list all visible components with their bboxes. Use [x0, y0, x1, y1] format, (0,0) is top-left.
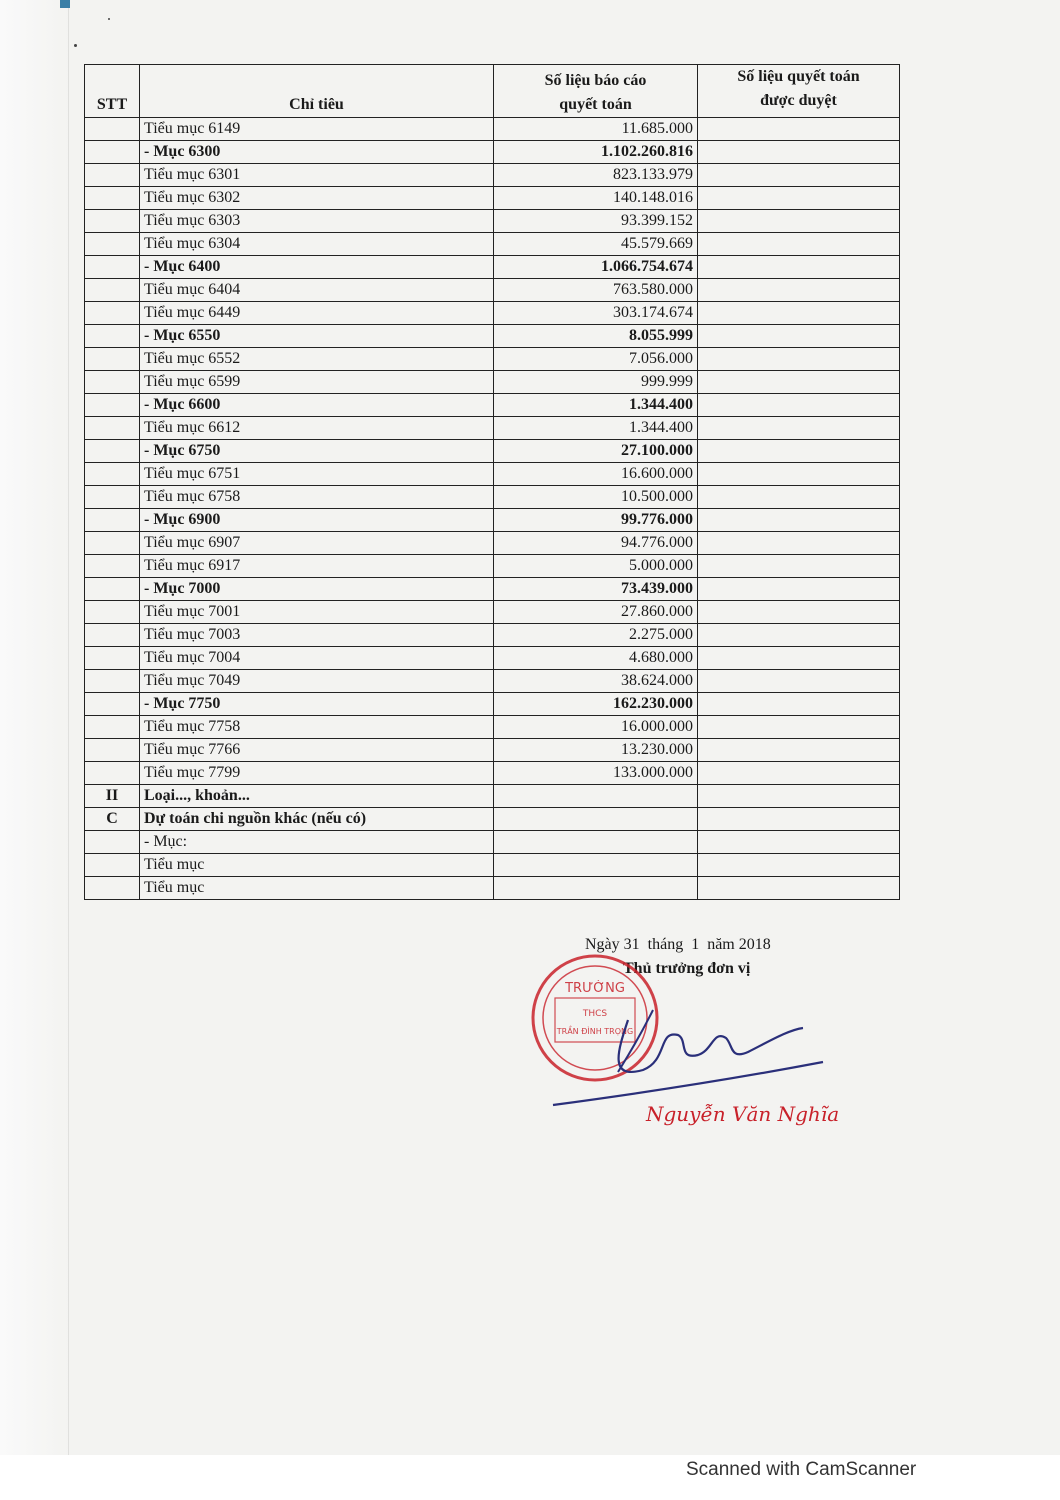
handwritten-signature	[548, 1000, 838, 1110]
approved-value-cell	[698, 279, 900, 302]
muc-row	[85, 509, 900, 532]
reported-value-cell: 4.680.000	[494, 647, 698, 670]
stt-cell	[85, 164, 140, 187]
stt-cell	[85, 532, 140, 555]
reported-value-cell: 27.100.000	[494, 440, 698, 463]
stt-cell	[85, 256, 140, 279]
stt-cell: II	[85, 785, 140, 808]
stt-cell	[85, 509, 140, 532]
stt-cell	[85, 302, 140, 325]
stt-cell	[85, 187, 140, 210]
approved-value-cell	[698, 670, 900, 693]
table-row	[85, 670, 900, 693]
muc-row	[85, 141, 900, 164]
item-name-cell: Loại..., khoản...	[140, 785, 494, 808]
reported-value-cell: 8.055.999	[494, 325, 698, 348]
stt-cell	[85, 417, 140, 440]
muc-row	[85, 578, 900, 601]
reported-value-cell: 303.174.674	[494, 302, 698, 325]
stt-cell	[85, 647, 140, 670]
scanner-watermark: Scanned with CamScanner	[686, 1459, 917, 1480]
approved-value-cell	[698, 601, 900, 624]
reported-value-cell: 16.600.000	[494, 463, 698, 486]
approved-value-cell	[698, 716, 900, 739]
item-name-cell: Dự toán chi nguồn khác (nếu có)	[140, 808, 494, 831]
scan-speck	[108, 18, 110, 20]
approved-value-cell	[698, 693, 900, 716]
stt-cell	[85, 739, 140, 762]
signature-title: Thủ trưởng đơn vị	[623, 960, 751, 977]
stt-cell	[85, 486, 140, 509]
item-name-cell: Tiểu mục 6552	[140, 348, 494, 371]
approved-value-cell	[698, 440, 900, 463]
reported-value-cell	[494, 808, 698, 831]
stt-cell	[85, 693, 140, 716]
stt-cell	[85, 578, 140, 601]
stt-cell	[85, 279, 140, 302]
reported-value-cell: 133.000.000	[494, 762, 698, 785]
reported-value-cell: 16.000.000	[494, 716, 698, 739]
approved-value-cell	[698, 417, 900, 440]
scan-left-margin	[0, 0, 70, 1500]
item-name-cell: Tiểu mục 6758	[140, 486, 494, 509]
approved-value-cell	[698, 509, 900, 532]
approved-value-cell	[698, 624, 900, 647]
reported-value-cell	[494, 831, 698, 854]
table-row	[85, 463, 900, 486]
item-name-cell: - Mục 6900	[140, 509, 494, 532]
reported-value-cell: 140.148.016	[494, 187, 698, 210]
approved-value-cell	[698, 394, 900, 417]
muc-row	[85, 256, 900, 279]
table-row	[85, 601, 900, 624]
table-row	[85, 532, 900, 555]
muc-row	[85, 394, 900, 417]
stt-cell	[85, 854, 140, 877]
stt-cell	[85, 210, 140, 233]
table-row	[85, 555, 900, 578]
table-row	[85, 831, 900, 854]
item-name-cell: - Mục 6600	[140, 394, 494, 417]
approved-value-cell	[698, 302, 900, 325]
stt-cell	[85, 440, 140, 463]
stt-cell	[85, 141, 140, 164]
reported-value-cell: 999.999	[494, 371, 698, 394]
approved-value-cell	[698, 463, 900, 486]
scan-corner-mark	[60, 0, 70, 8]
item-name-cell: Tiểu mục 6612	[140, 417, 494, 440]
reported-value-cell: 45.579.669	[494, 233, 698, 256]
item-name-cell: Tiểu mục 6404	[140, 279, 494, 302]
item-name-cell: Tiểu mục 7049	[140, 670, 494, 693]
approved-value-cell	[698, 854, 900, 877]
svg-text:TRƯỜNG: TRƯỜNG	[565, 981, 625, 996]
reported-value-cell: 1.344.400	[494, 394, 698, 417]
reported-value-cell: 7.056.000	[494, 348, 698, 371]
reported-value-cell	[494, 785, 698, 808]
header-name: Chỉ tiêu	[140, 65, 494, 118]
reported-value-cell: 10.500.000	[494, 486, 698, 509]
approved-value-cell	[698, 578, 900, 601]
item-name-cell: Tiểu mục 6751	[140, 463, 494, 486]
stt-cell	[85, 670, 140, 693]
reported-value-cell: 823.133.979	[494, 164, 698, 187]
approved-value-cell	[698, 164, 900, 187]
stt-cell	[85, 394, 140, 417]
table-row	[85, 302, 900, 325]
item-name-cell: Tiểu mục	[140, 877, 494, 900]
muc-row	[85, 440, 900, 463]
stt-cell	[85, 624, 140, 647]
item-name-cell: Tiểu mục 7003	[140, 624, 494, 647]
approved-value-cell	[698, 532, 900, 555]
approved-value-cell	[698, 118, 900, 141]
stt-cell	[85, 555, 140, 578]
table-row	[85, 486, 900, 509]
scan-speck	[74, 44, 77, 47]
reported-value-cell: 38.624.000	[494, 670, 698, 693]
approved-value-cell	[698, 233, 900, 256]
table-row	[85, 118, 900, 141]
item-name-cell: Tiểu mục 6302	[140, 187, 494, 210]
approved-value-cell	[698, 486, 900, 509]
reported-value-cell: 2.275.000	[494, 624, 698, 647]
item-name-cell: Tiểu mục 6301	[140, 164, 494, 187]
stt-cell	[85, 716, 140, 739]
item-name-cell: Tiểu mục 6449	[140, 302, 494, 325]
muc-row	[85, 325, 900, 348]
reported-value-cell: 73.439.000	[494, 578, 698, 601]
stt-cell	[85, 348, 140, 371]
item-name-cell: Tiểu mục 6907	[140, 532, 494, 555]
table-header-row	[85, 65, 900, 118]
reported-value-cell: 27.860.000	[494, 601, 698, 624]
reported-value-cell: 99.776.000	[494, 509, 698, 532]
settlement-table	[84, 64, 900, 900]
item-name-cell: Tiểu mục 6304	[140, 233, 494, 256]
stt-cell	[85, 463, 140, 486]
muc-row	[85, 693, 900, 716]
item-name-cell: - Mục:	[140, 831, 494, 854]
item-name-cell: - Mục 7750	[140, 693, 494, 716]
table-row	[85, 233, 900, 256]
table-row	[85, 371, 900, 394]
approved-value-cell	[698, 210, 900, 233]
reported-value-cell: 1.102.260.816	[494, 141, 698, 164]
svg-text:THCS: THCS	[582, 1009, 608, 1019]
table-body	[85, 118, 900, 900]
approved-value-cell	[698, 325, 900, 348]
stt-cell: C	[85, 808, 140, 831]
item-name-cell: Tiểu mục 7001	[140, 601, 494, 624]
item-name-cell: Tiểu mục 6917	[140, 555, 494, 578]
approved-value-cell	[698, 877, 900, 900]
item-name-cell: Tiểu mục	[140, 854, 494, 877]
reported-value-cell: 1.066.754.674	[494, 256, 698, 279]
section-row	[85, 808, 900, 831]
item-name-cell: Tiểu mục 6303	[140, 210, 494, 233]
signer-name: Nguyễn Văn Nghĩa	[646, 1102, 840, 1126]
item-name-cell: Tiểu mục 7799	[140, 762, 494, 785]
item-name-cell: Tiểu mục 7758	[140, 716, 494, 739]
table-row	[85, 877, 900, 900]
signature-date: Ngày 31 tháng 1 năm 2018	[585, 936, 771, 953]
approved-value-cell	[698, 371, 900, 394]
approved-value-cell	[698, 808, 900, 831]
item-name-cell: Tiểu mục 6149	[140, 118, 494, 141]
item-name-cell: Tiểu mục 7766	[140, 739, 494, 762]
stt-cell	[85, 601, 140, 624]
reported-value-cell: 5.000.000	[494, 555, 698, 578]
approved-value-cell	[698, 762, 900, 785]
reported-value-cell: 13.230.000	[494, 739, 698, 762]
reported-value-cell: 1.344.400	[494, 417, 698, 440]
approved-value-cell	[698, 348, 900, 371]
item-name-cell: Tiểu mục 7004	[140, 647, 494, 670]
item-name-cell: - Mục 6400	[140, 256, 494, 279]
table-row	[85, 187, 900, 210]
item-name-cell: Tiểu mục 6599	[140, 371, 494, 394]
approved-value-cell	[698, 187, 900, 210]
table-row	[85, 854, 900, 877]
header-stt: STT	[85, 65, 140, 118]
approved-value-cell	[698, 785, 900, 808]
stt-cell	[85, 233, 140, 256]
approved-value-cell	[698, 831, 900, 854]
reported-value-cell	[494, 877, 698, 900]
approved-value-cell	[698, 141, 900, 164]
approved-value-cell	[698, 555, 900, 578]
stt-cell	[85, 831, 140, 854]
table-row	[85, 164, 900, 187]
stt-cell	[85, 371, 140, 394]
reported-value-cell: 93.399.152	[494, 210, 698, 233]
approved-value-cell	[698, 739, 900, 762]
reported-value-cell: 763.580.000	[494, 279, 698, 302]
stt-cell	[85, 877, 140, 900]
stt-cell	[85, 762, 140, 785]
header-approved: Số liệu quyết toán được duyệt	[698, 65, 900, 118]
table-row	[85, 624, 900, 647]
table-row	[85, 348, 900, 371]
table-row	[85, 417, 900, 440]
table-row	[85, 716, 900, 739]
item-name-cell: - Mục 7000	[140, 578, 494, 601]
approved-value-cell	[698, 647, 900, 670]
item-name-cell: - Mục 6750	[140, 440, 494, 463]
reported-value-cell: 162.230.000	[494, 693, 698, 716]
section-row	[85, 785, 900, 808]
item-name-cell: - Mục 6300	[140, 141, 494, 164]
table-row	[85, 739, 900, 762]
stt-cell	[85, 325, 140, 348]
table-row	[85, 647, 900, 670]
reported-value-cell	[494, 854, 698, 877]
scan-edge-line	[68, 0, 69, 1460]
svg-text:TRẦN ĐÌNH TRỌNG: TRẦN ĐÌNH TRỌNG	[556, 1027, 634, 1036]
table-row	[85, 210, 900, 233]
table-row	[85, 279, 900, 302]
approved-value-cell	[698, 256, 900, 279]
reported-value-cell: 11.685.000	[494, 118, 698, 141]
header-reported: Số liệu báo cáo quyết toán	[494, 65, 698, 118]
item-name-cell: - Mục 6550	[140, 325, 494, 348]
stt-cell	[85, 118, 140, 141]
table-row	[85, 762, 900, 785]
reported-value-cell: 94.776.000	[494, 532, 698, 555]
